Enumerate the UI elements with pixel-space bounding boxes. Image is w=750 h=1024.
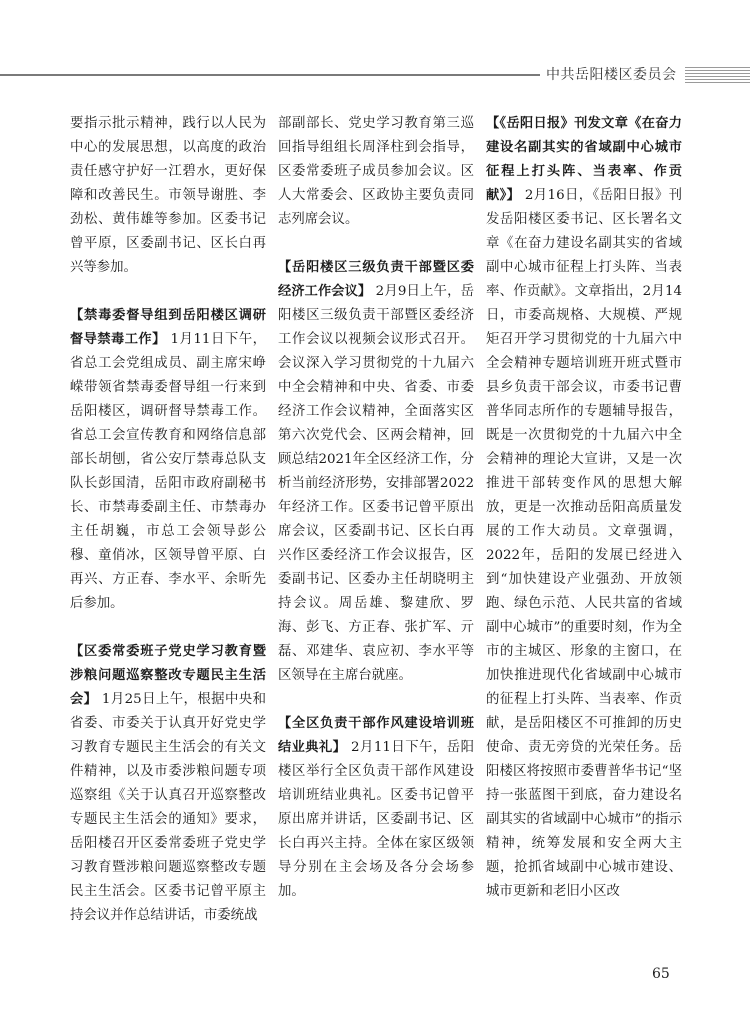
- news-heading: 【区委常委班子党史学习教育暨涉粮问题巡察整改专题民主生活会】: [70, 644, 266, 707]
- running-header: [0, 60, 750, 90]
- header-rule: [0, 74, 540, 76]
- news-heading: 【岳阳楼区三级负责干部暨区委经济工作会议】: [278, 260, 474, 299]
- news-item: [278, 256, 474, 688]
- news-body: 2月11日下午，岳阳楼区举行全区负责干部作风建设培训班结业典礼。区委书记曾平原出席并讲话，区委副书记、区长白再兴主持。全体在家区级领导分别在主会场及各分会场参加。: [278, 740, 475, 899]
- header-stripe-decoration: [685, 67, 750, 85]
- page-number: 65: [652, 966, 670, 982]
- continued-paragraph: [278, 112, 474, 232]
- news-body: 1月11日下午，省总工会党组成员、副主席宋峥嵘带领省禁毒委督导组一行来到岳阳楼区，调研督导禁毒工作。省总工会宣传教育和网络信息部部长胡刨，省公安厅禁毒总队支队长彭国清，岳阳市政府副秘书长、市禁毒委副主任、市禁毒办主任胡巍，市总工会领导彭公穆、童俏冰，区领导曾平原、白再兴、方正春、李水平、余昕先后参加。: [70, 332, 266, 611]
- column-1: [70, 112, 266, 952]
- column-3: [486, 112, 682, 928]
- continued-paragraph: [70, 112, 266, 280]
- paragraph-text: 要指示批示精神，践行以人民为中心的发展思想，以高度的政治责任感守护好一江碧水，更好保障和改善民生。市领导谢胜、李劲松、黄伟雄等参加。区委书记曾平原，区委副书记、区长白再兴等参加。: [70, 116, 266, 275]
- news-heading: 【全区负责干部作风建设培训班结业典礼】: [278, 716, 474, 755]
- news-item: [278, 712, 474, 904]
- news-item: [70, 304, 266, 616]
- news-heading: 【《岳阳日报》刊发文章《在奋力建设名副其实的省域副中心城市征程上打头阵、当表率、作贡献》】: [486, 116, 682, 203]
- news-item: [70, 640, 266, 928]
- header-title: 中共岳阳楼区委员会: [546, 67, 677, 83]
- news-heading: 【禁毒委督导组到岳阳楼区调研督导禁毒工作】: [70, 308, 266, 347]
- paragraph-text: 部副部长、党史学习教育第三巡回指导组组长周泽柱到会指导，区委常委班子成员参加会议。区人大常委会、区政协主要负责同志列席会议。: [278, 116, 474, 227]
- news-body: 1月25日上午，根据中央和省委、市委关于认真开好党史学习教育专题民主生活会的有关文件精神，以及市委涉粮问题专项巡察组《关于认真召开巡察整改专题民主生活会的通知》要求，岳阳楼召开区委常委班子党史学习教育暨涉粮问题巡察整改专题民主生活会。区委书记曾平原主持会议并作总结讲话，市委统战: [70, 692, 266, 923]
- news-body: 2月9日上午，岳阳楼区三级负责干部暨区委经济工作会议以视频会议形式召开。会议深入学习贯彻党的十九届六中全会精神和中央、省委、市委经济工作会议精神，全面落实区第六次党代会、区两会精神，回顾总结2021年全区经济工作，分析当前经济形势，安排部署2022年经济工作。区委书记曾平原出席会议，区委副书记、区长白再兴作区委经济工作会议报告，区委副书记、区委办主任胡晓明主持会议。周岳雄、黎建欣、罗海、彭飞、方正春、张扩军、亓磊、邓建华、袁应初、李水平等区领导在主席台就座。: [278, 284, 475, 683]
- news-body: 2月16日，《岳阳日报》刊发岳阳楼区委书记、区长署名文章《在奋力建设名副其实的省域副中心城市征程上打头阵、当表率、作贡献》。文章指出，2月14日，市委高规格、大规模、严规矩召开学习贯彻党的十九届六中全会精神专题培训班开班式暨市县乡负责干部会议，市委书记曹普华同志所作的专题辅导报告，既是一次贯彻党的十九届六中全会精神的理论大宣讲，又是一次推进干部转变作风的思想大解放，更是一次推动岳阳高质量发展的工作大动员。文章强调，2022年，岳阳的发展已经进入到“加快建设产业强劲、开放领跑、绿色示范、人民共富的省域副中心城市”的重要时刻，作为全市的主城区、形象的主窗口，在加快推进现代化省域副中心城市的征程上打头阵、当表率、作贡献，是岳阳楼区不可推卸的历史使命、责无旁贷的光荣任务。岳阳楼区将按照市委曹普华书记“坚持一张蓝图干到底，奋力建设名副其实的省域副中心城市”的指示精神，统筹发展和安全两大主题，抢抓省域副中心城市建设、城市更新和老旧小区改: [486, 188, 683, 899]
- news-item: [486, 112, 682, 904]
- column-2: [278, 112, 474, 928]
